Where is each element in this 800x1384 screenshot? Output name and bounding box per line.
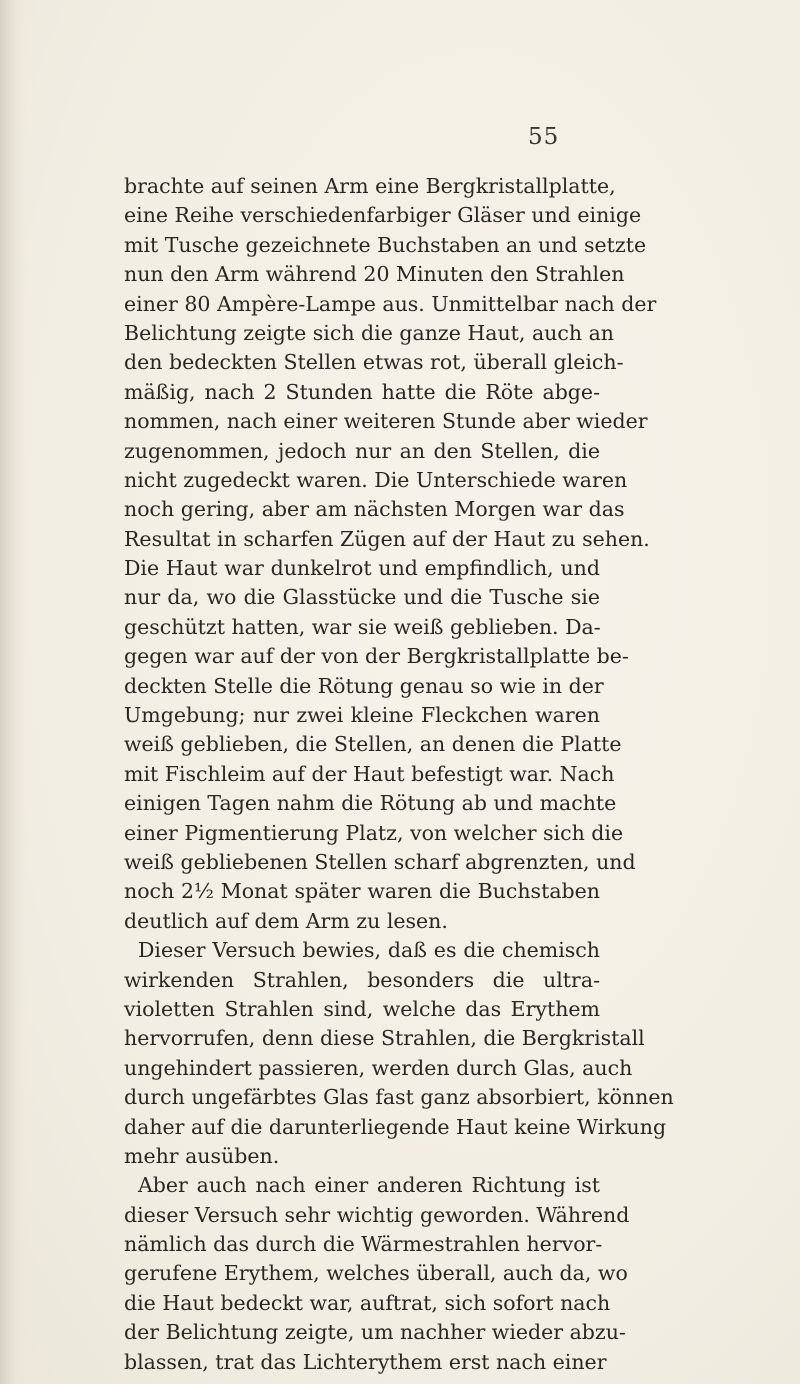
text-line: geschützt hatten, war sie weiß geblieben. Da- (124, 614, 601, 639)
text-line: die Haut bedeckt war, auftrat, sich sofort nach (124, 1290, 611, 1315)
text-line: noch gering, aber am nächsten Morgen war das (124, 497, 625, 522)
text-line: blassen, trat das Lichterythem erst nach einer (124, 1349, 607, 1374)
text-line: noch 2½ Monat später waren die Buchstaben (124, 879, 600, 904)
paragraph-2 (124, 936, 674, 1171)
text-line: gerufene Erythem, welches überall, auch da, wo (124, 1261, 628, 1286)
text-line: Belichtung zeigte sich die ganze Haut, auch an (124, 320, 614, 345)
text-line: nicht zugedeckt waren. Die Unterschiede waren (124, 467, 628, 492)
text-line: Umgebung; nur zwei kleine Fleckchen waren (124, 703, 600, 728)
text-line: nur da, wo die Glasstücke und die Tusche sie (124, 585, 600, 610)
text-line: deckten Stelle die Rötung genau so wie in der (124, 673, 604, 698)
text-line: Die Haut war dunkelrot und empfindlich, und (124, 556, 600, 581)
paragraph-3 (124, 1171, 630, 1377)
page-number: 55 (528, 124, 560, 150)
text-line: hervorrufen, denn diese Strahlen, die Bergkristall (124, 1026, 645, 1051)
text-line: deutlich auf dem Arm zu lesen. (124, 908, 448, 933)
text-line: einer Pigmentierung Platz, von welcher sich die (124, 820, 624, 845)
paragraph-1 (124, 172, 657, 936)
text-line: den bedeckten Stellen etwas rot, überall gleich- (124, 350, 624, 375)
text-line: mit Tusche gezeichnete Buchstaben an und setzte (124, 232, 647, 257)
text-line: ungehindert passieren, werden durch Glas, auch (124, 1055, 633, 1080)
text-line: dieser Versuch sehr wichtig geworden. Während (124, 1202, 630, 1227)
text-line: gegen war auf der von der Bergkristallplatte be- (124, 644, 629, 669)
text-line: mäßig, nach 2 Stunden hatte die Röte abge- (124, 379, 600, 404)
text-line: eine Reihe verschiedenfarbiger Gläser und einige (124, 203, 642, 228)
text-line: Dieser Versuch bewies, daß es die chemisch (138, 938, 600, 963)
text-line: mehr ausüben. (124, 1143, 280, 1168)
text-line: mit Fischleim auf der Haut befestigt war. Nach (124, 761, 615, 786)
text-line: Aber auch nach einer anderen Richtung ist (138, 1173, 600, 1198)
text-line: nämlich das durch die Wärmestrahlen hervor- (124, 1232, 603, 1257)
text-line: weiß geblieben, die Stellen, an denen die Platte (124, 732, 622, 757)
text-line: durch ungefärbtes Glas fast ganz absorbiert, können (124, 1085, 674, 1110)
text-line: wirkenden Strahlen, besonders die ultra- (124, 967, 600, 992)
text-line: einigen Tagen nahm die Rötung ab und machte (124, 791, 617, 816)
text-line: brachte auf seinen Arm eine Bergkristallplatte, (124, 174, 616, 198)
page-gutter-shadow (0, 0, 26, 1384)
text-line: der Belichtung zeigte, um nachher wieder abzu- (124, 1320, 626, 1345)
text-line: nommen, nach einer weiteren Stunde aber wieder (124, 409, 648, 434)
text-line: nun den Arm während 20 Minuten den Strahlen (124, 262, 625, 287)
text-line: Resultat in scharfen Zügen auf der Haut zu sehen. (124, 526, 650, 551)
text-line: weiß gebliebenen Stellen scharf abgrenzten, und (124, 849, 636, 874)
text-line: daher auf die darunterliegende Haut keine Wirkung (124, 1114, 667, 1139)
body-text (124, 172, 674, 1377)
text-line: violetten Strahlen sind, welche das Erythem (124, 996, 600, 1021)
text-line: zugenommen, jedoch nur an den Stellen, die (124, 438, 600, 463)
text-line: einer 80 Ampère-Lampe aus. Unmittelbar nach der (124, 291, 657, 316)
